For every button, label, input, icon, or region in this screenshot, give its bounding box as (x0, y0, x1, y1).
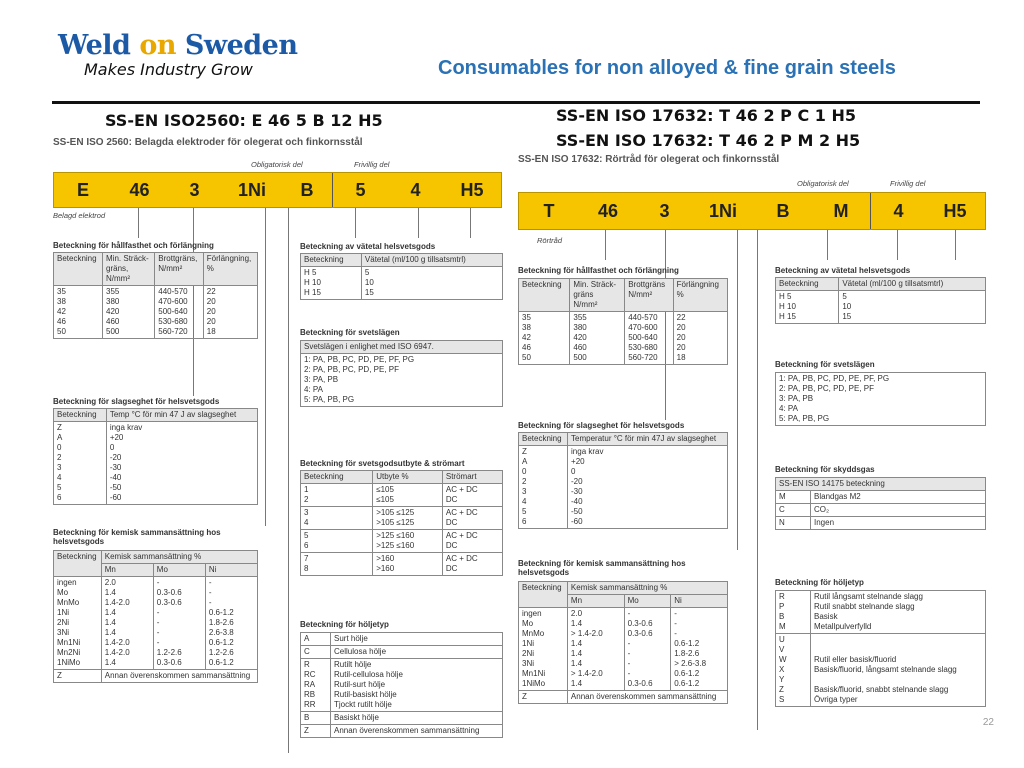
right-standard-heading-2: SS-EN ISO 17632: T 46 2 P M 2 H5 (556, 131, 861, 150)
left-bar-code: 1Ni (237, 179, 266, 200)
page-number: 22 (982, 717, 994, 728)
connector-line (897, 230, 898, 260)
left-bar-code: 4 (410, 179, 421, 200)
left-strength-heading: Beteckning för hållfasthet och förlängning (53, 241, 214, 250)
connector-line (827, 230, 828, 260)
right-bar-code: 46 (597, 200, 619, 221)
left-bar-code: H5 (460, 179, 484, 200)
right-positions-table: 1: PA, PB, PC, PD, PE, PF, PG 2: PA, PB, PC, PD, PE, PF 3: PA, PB 4: PA 5: PA, PB, PG (775, 372, 986, 426)
right-bar-code: B (776, 200, 790, 221)
tagline: Makes Industry Grow (84, 60, 253, 79)
right-designation-bar (518, 192, 986, 230)
right-subtitle: SS-EN ISO 17632: Rörtråd för olegerat och finkornsstål (518, 154, 780, 165)
right-gas-heading: Beteckning för skyddsgas (775, 465, 875, 474)
right-standard-heading-1: SS-EN ISO 17632: T 46 2 P C 1 H5 (556, 106, 856, 125)
left-chem-table: Beteckning Kemisk sammansättning % Mn Mo Ni ingen Mo MnMo 1Ni 2Ni 3Ni Mn1Ni Mn2Ni 1NiMo 2.0 1.4 1.4-2.0 1.4 1.4 1.4 1.4-2.0 1.4-2.0 1.4 - 0.3-0.6 0.3-0.6 - - - - 1.2-2.6 0.3-0.6 - - - 0.6-1.2 1.8-2.6 2.6-3.8 0.6-1.2 1.2-2.6 0.6-1.2 Z Annan överenskommen sammansättning (53, 550, 258, 683)
left-designation-bar (53, 172, 502, 208)
right-impact-table: Beteckning Temperatur °C för min 47J av slagseghet Z A 0 2 3 4 5 6 inga krav +20 0 -20 -30 -40 -50 -60 (518, 432, 728, 529)
left-coating-table: A Surt hölje C Cellulosa hölje R RC RA RB RR Rutilt hölje Rutil-cellulosa hölje Rutil-surt hölje Rutil-basiskt hölje Tjockt rutilt hölje B Basiskt hölje Z Annan överenskommen sammansättning (300, 632, 503, 738)
connector-line (470, 208, 471, 238)
connector-line (955, 230, 956, 260)
right-positions-heading: Beteckning för svetslägen (775, 360, 875, 369)
left-yield-heading: Beteckning för svetsgodsutbyte & strömart (300, 459, 465, 468)
right-mandatory-label: Obligatorisk del (797, 179, 849, 188)
header-divider (52, 101, 980, 104)
right-chem-heading: Beteckning för kemisk sammansättning hos helsvetsgods (518, 559, 686, 577)
connector-line (418, 208, 419, 238)
right-coating-heading: Beteckning för höljetyp (775, 578, 864, 587)
left-coating-heading: Beteckning för höljetyp (300, 620, 389, 629)
connector-line (737, 230, 738, 550)
connector-line (138, 208, 139, 238)
left-bar-code: 5 (355, 179, 366, 200)
left-bar-code: 3 (189, 179, 200, 200)
right-hydrogen-heading: Beteckning av vätetal helsvetsgods (775, 266, 911, 275)
connector-line (605, 230, 606, 260)
left-under-label: Belagd elektrod (53, 211, 106, 220)
left-hydrogen-table: Beteckning Vätetal (ml/100 g tillsatsmtrl) H 5 H 10 H 15 5 10 15 (300, 253, 503, 300)
slide-title: Consumables for non alloyed & fine grain steels (438, 57, 896, 79)
left-positions-table: Svetslägen i enlighet med ISO 6947. 1: PA, PB, PC, PD, PE, PF, PG 2: PA, PB, PC, PD, PE, PF 3: PA, PB 4: PA 5: PA, PB, PG (300, 340, 503, 407)
right-optional-label: Frivillig del (890, 179, 926, 188)
right-chem-table: Beteckning Kemisk sammansättning % Mn Mo Ni ingen Mo MnMo 1Ni 2Ni 3Ni Mn1Ni 1NiMo 2.0 1.4 > 1.4-2.0 1.4 1.4 1.4 > 1.4-2.0 1.4 - 0.3-0.6 0.3-0.6 - - - - 0.3-0.6 - - - 0.6-1.2 1.8-2.6 > 2.6-3.8 0.6-1.2 0.6-1.2 Z Annan överenskommen sammansättning (518, 581, 728, 704)
left-bar-code: E (76, 179, 89, 200)
left-optional-label: Frivillig del (354, 160, 390, 169)
left-impact-heading: Beteckning för slagseghet för helsvetsgods (53, 397, 220, 406)
right-strength-table: Beteckning Min. Sträck- gräns N/mm² Brottgräns N/mm² Förlängning % 35 38 42 46 50 355 380 420 460 500 440-570 470-600 500-640 530-680 560-720 22 20 20 20 18 (518, 278, 728, 365)
right-strength-heading: Beteckning för hållfasthet och förlängning (518, 266, 679, 275)
right-bar-code: 4 (893, 200, 904, 221)
right-bar-code: H5 (943, 200, 967, 221)
left-standard-heading: SS-EN ISO2560: E 46 5 B 12 H5 (105, 111, 383, 130)
right-hydrogen-table: Beteckning Vätetal (ml/100 g tillsatsmtrl) H 5 H 10 H 15 5 10 15 (775, 277, 986, 324)
right-bar-code: 1Ni (708, 200, 737, 221)
left-subtitle: SS-EN ISO 2560: Belagda elektroder för olegerat och finkornsstål (53, 137, 363, 148)
left-chem-heading: Beteckning för kemisk sammansättning hos helsvetsgods (53, 528, 221, 546)
left-strength-table: Beteckning Min. Sträck- gräns, N/mm² Brottgräns, N/mm² Förlängning, % 35 38 42 46 50 355 380 420 460 500 440-570 470-600 500-640 530-680 560-720 22 20 20 20 18 (53, 252, 258, 339)
left-bar-code: 46 (129, 179, 150, 200)
left-impact-table: Beteckning Temp °C för min 47 J av slagseghet Z A 0 2 3 4 5 6 inga krav +20 0 -20 -30 -40 -50 -60 (53, 408, 258, 505)
connector-line (288, 208, 289, 753)
right-bar-code: M (833, 200, 849, 221)
connector-line (757, 230, 758, 730)
connector-line (265, 208, 266, 526)
company-logo: Weld on Sweden (58, 30, 298, 61)
right-under-label: Rörtråd (537, 236, 563, 245)
left-positions-heading: Beteckning för svetslägen (300, 328, 400, 337)
right-bar-code: 3 (659, 200, 670, 221)
left-hydrogen-heading: Beteckning av vätetal helsvetsgods (300, 242, 436, 251)
right-gas-table: SS-EN ISO 14175 beteckning M Blandgas M2 C CO₂ N Ingen (775, 477, 986, 530)
connector-line (355, 208, 356, 238)
left-yield-table: Beteckning Utbyte % Strömart 1 2 ≤105 ≤105 AC + DC DC 3 4 >105 ≤125 >105 ≤125 AC + DC DC 5 6 >125 ≤160 >125 ≤160 AC + DC DC 7 8 >160 >160 AC + DC DC (300, 470, 503, 576)
left-mandatory-label: Obligatorisk del (251, 160, 303, 169)
right-coating-table: R P B M Rutil långsamt stelnande slagg Rutil snabbt stelnande slagg Basisk Metallpulverfylld U V W X Y Z S Rutil eller basisk/fluorid Basisk/fluorid, långsamt stelnande slagg Basisk/fluorid, snabbt stelnande slagg Övriga typer (775, 590, 986, 707)
left-bar-code: B (300, 179, 314, 200)
right-impact-heading: Beteckning för slagseghet för helsvetsgods (518, 421, 685, 430)
right-bar-code: T (543, 200, 555, 221)
